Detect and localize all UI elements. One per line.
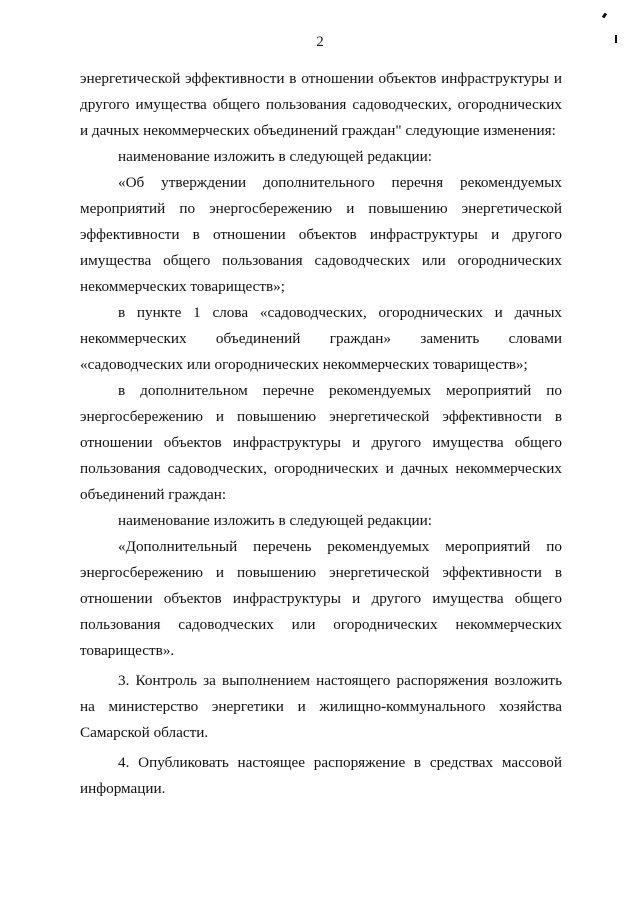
paragraph-item-3: 3. Контроль за выполнением настоящего распоряжения возложить на министерство энергетики и жилищно-коммунального хозяйства Самарской области. xyxy=(80,672,562,741)
paragraph-item-4: 4. Опубликовать настоящее распоряжение в средствах массовой информации. xyxy=(80,754,562,797)
paragraph: наименование изложить в следующей редакции: xyxy=(118,512,432,529)
paragraph-continuation: энергетической эффективности в отношении объектов инфраструктуры и другого имущества общего пользования садоводческих, огороднических и дачных некоммерческих объединений граждан" следующие изменения: xyxy=(80,70,562,139)
paragraph: в пункте 1 слова «садоводческих, огороднических и дачных некоммерческих объединений граждан» заменить словами «садоводческих или огороднических некоммерческих товариществ»; xyxy=(80,304,562,373)
paragraph: в дополнительном перечне рекомендуемых мероприятий по энергосбережению и повышению энергетической эффективности в отношении объектов инфраструктуры и другого имущества общего пользования садоводческих, огороднических и дачных некоммерческих объединений граждан: xyxy=(80,382,562,503)
paragraph: «Дополнительный перечень рекомендуемых мероприятий по энергосбережению и повышению энергетической эффективности в отношении объектов инфраструктуры и другого имущества общего пользования садоводческих или огороднических некоммерческих товариществ». xyxy=(80,538,562,659)
paragraph: «Об утверждении дополнительного перечня рекомендуемых мероприятий по энергосбережению и повышению энергетической эффективности в отношении объектов инфраструктуры и другого имущества общего пользования садоводческих или огороднических некоммерческих товариществ»; xyxy=(80,174,562,295)
document-body xyxy=(80,66,562,802)
page-number: 2 xyxy=(316,34,324,50)
scan-mark xyxy=(602,13,607,19)
paragraph: наименование изложить в следующей редакции: xyxy=(118,148,432,165)
